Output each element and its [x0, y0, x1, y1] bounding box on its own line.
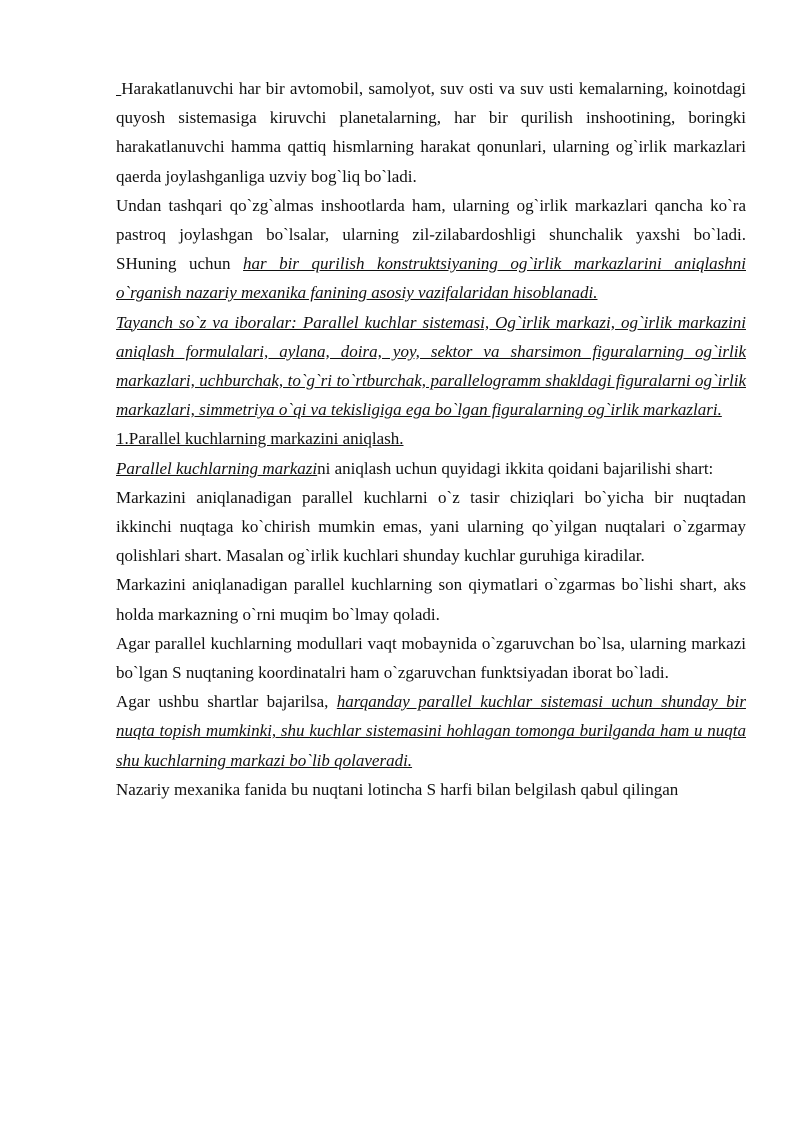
- paragraph-conclusion: [116, 687, 746, 775]
- section-heading: 1.Parallel kuchlarning markazini aniqlash.: [116, 429, 404, 449]
- document-body: [116, 74, 746, 804]
- paragraph-rules-intro-emphasis: Parallel kuchlarning markazi: [116, 458, 318, 478]
- paragraph-conclusion-emphasis: harqanday parallel kuchlar sistemasi uchun shunday bir nuqta topish mumkinki, shu kuchlar sistemasini hohlagan tomonga burilganda ham u nuqta shu kuchlarning markazi bo`lib qolaveradi.: [116, 692, 746, 770]
- paragraph-rules-intro: [116, 454, 746, 483]
- paragraph-notation: Nazariy mexanika fanida bu nuqtani lotincha S harfi bilan belgilash qabul qilingan: [116, 779, 679, 799]
- paragraph-stability-emphasis: har bir qurilish konstruktsiyaning og`irlik markazlarini aniqlashni o`rganish nazariy mexanika fanining asosiy vazifalaridan hisoblanadi.: [116, 254, 746, 303]
- paragraph-intro-text: Harakatlanuvchi har bir avtomobil, samolyot, suv osti va suv usti kemalarning, koinotdagi quyosh sistemasiga kiruvchi planetalarning, har bir qurilish inshootining, boringki harakatlanuvchi hamma qattiq hismlarning harakat qonunlari, ularning og`irlik markazlari qaerda joylashganliga uzviy bog`liq bo`ladi.: [116, 79, 746, 186]
- paragraph-rule-two: Markazini aniqlanadigan parallel kuchlarning son qiymatlari o`zgarmas bo`lishi shart, aks holda markazning o`rni muqim bo`lmay qoladi.: [116, 575, 746, 624]
- paragraph-intro: [116, 74, 746, 191]
- paragraph-rule-one: Markazini aniqlanadigan parallel kuchlarni o`z tasir chiziqlari bo`yicha bir nuqtadan ikkinchi nuqtaga ko`chirish mumkin emas, yani ularning qo`yilgan nuqtalari o`zgarmay qolishlari shart. Masalan og`irlik kuchlari shunday kuchlar guruhiga kiradilar.: [116, 487, 746, 566]
- paragraph-conclusion-text: Agar ushbu shartlar bajarilsa,: [116, 692, 337, 712]
- paragraph-stability-text: Undan tashqari qo`zg`almas inshootlarda ham, ularning og`irlik markazlari qancha ko`ra pastroq joylashgan bo`lsalar, ularning zil-zilabardoshligi shunchalik yaxshi bo`ladi. SHuning uchun: [116, 195, 746, 274]
- paragraph-stability: [116, 191, 746, 308]
- paragraph-rules-intro-text: ni aniqlash uchun quyidagi ikkita qoidani bajarilishi shart:: [317, 458, 714, 478]
- keywords-paragraph: Tayanch so`z va iboralar: Parallel kuchlar sistemasi, Og`irlik markazi, og`irlik markazini aniqlash formulalari, aylana, doira, yoy, sektor va sharsimon figuralarning og`irlik markazlari, uchburchak, to`g`ri to`rtburchak, parallelogramm shakldagi figuralarni og`irlik markazlari, simmetriya o`qi va tekisligiga ega bo`lgan figuralarning og`irlik markazlari.: [116, 312, 746, 420]
- paragraph-variable-moduli: Agar parallel kuchlarning modullari vaqt mobaynida o`zgaruvchan bo`lsa, ularning markazi bo`lgan S nuqtaning koordinatalri ham o`zgaruvchan funktsiyadan iborat bo`ladi.: [116, 633, 746, 683]
